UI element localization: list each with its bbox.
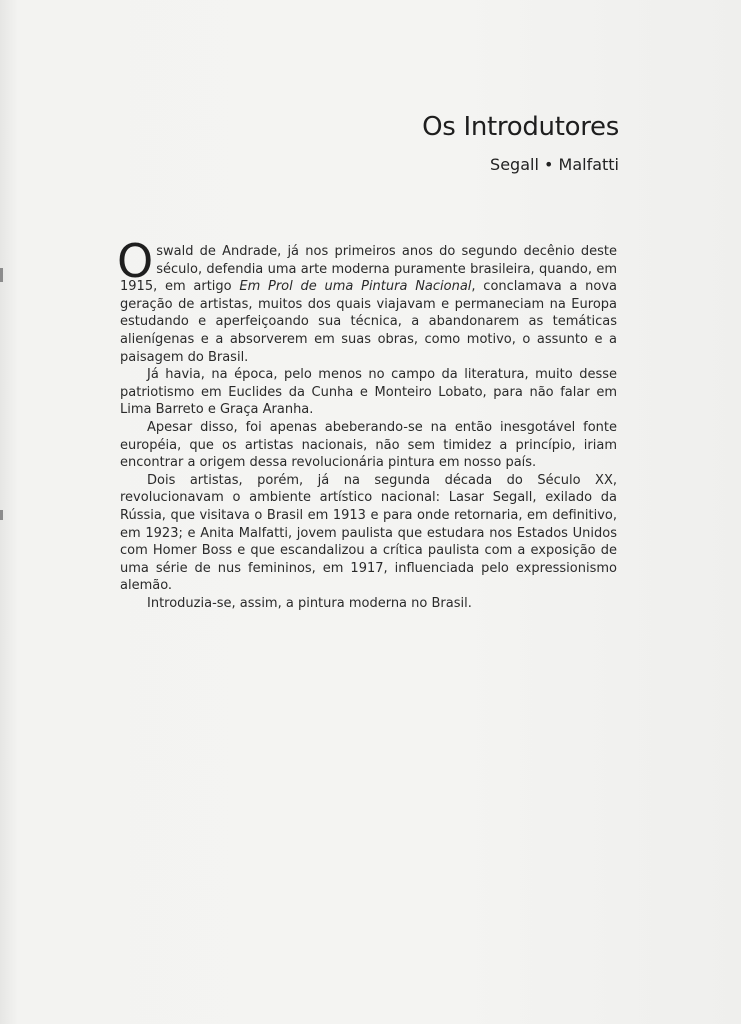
paragraph: Introduzia-se, assim, a pintura moderna no Brasil. bbox=[147, 595, 472, 611]
paragraph: Já havia, na época, pelo menos no campo da literatura, muito desse patriotismo em Euclides da Cunha e Monteiro Lobato, para não falar em Lima Barreto e Graça Aranha. bbox=[120, 367, 617, 418]
article-body bbox=[117, 234, 617, 612]
paragraph: Dois artistas, porém, já na segunda década do Século XX, revolucionavam o ambiente artístico nacional: Lasar Segall, exilado da Rússia, que visitava o Brasil em 1913 e para onde retornaria, em definitivo, em 1923; e Anita Malfatti, jovem paulista que estudara nos Estados Unidos com Homer Boss e que escandalizou a crítica paulista com a exposição de uma série de nus femininos, em 1917, influenciada pelo expressionismo alemão. bbox=[120, 472, 617, 594]
page-title: Os Introdutores bbox=[422, 112, 619, 142]
paragraph-text: , conclamava a nova geração de artistas, muitos dos quais viajavam e permaneciam na Europa estudando e aperfeiçoando sua técnica, a abandonarem as temáticas alienígenas e a absorverem em suas obras, como motivo, o assunto e a paisagem do Brasil. bbox=[120, 279, 617, 365]
drop-cap: O bbox=[117, 234, 154, 288]
paragraph: Apesar disso, foi apenas abeberando-se na então inesgotável fonte européia, que os artistas nacionais, não sem timidez a princípio, iriam encontrar a origem dessa revolucionária pintura em nosso país. bbox=[120, 419, 617, 471]
page-subtitle: Segall • Malfatti bbox=[490, 155, 619, 174]
paragraph bbox=[117, 234, 617, 366]
paragraph-text: swald de Andrade, já nos primeiros anos do segundo decênio deste século, defendia uma arte moderna puramente brasileira, quando, em 1915, em artigo bbox=[120, 244, 617, 295]
article-reference: Em Prol de uma Pintura Nacional bbox=[239, 279, 472, 295]
page-edge-mark bbox=[0, 510, 3, 520]
page-edge-mark bbox=[0, 268, 3, 282]
